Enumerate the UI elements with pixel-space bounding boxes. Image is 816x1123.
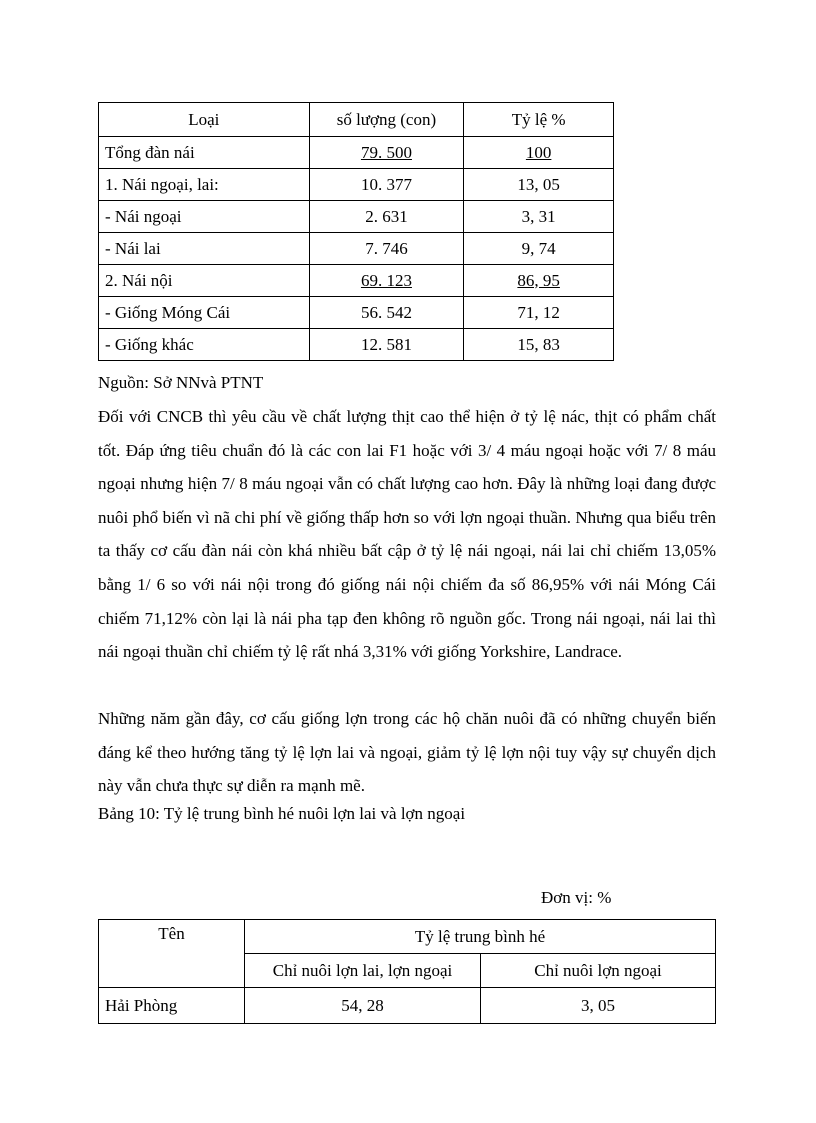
row-percent: 9, 74 [464, 233, 614, 265]
rearing-rate-table [98, 919, 716, 1024]
row-count: 10. 377 [309, 169, 464, 201]
row-percent: 15, 83 [464, 329, 614, 361]
table-row [99, 988, 716, 1024]
row-label: - Giống Móng Cái [99, 297, 310, 329]
header-count: số lượng (con) [309, 103, 464, 137]
subheader-crossbred-foreign: Chỉ nuôi lợn lai, lợn ngoại [245, 954, 481, 988]
table-row [99, 201, 614, 233]
body-paragraph-1: Đối với CNCB thì yêu cầu về chất lượng thịt cao thể hiện ở tỷ lệ nác, thịt có phẩm chất tốt. Đáp ứng tiêu chuẩn đó là các con lai F1 hoặc với 3/ 4 máu ngoại hoặc với 7/ 8 máu ngoại nhưng hiện 7/ 8 máu ngoại vẫn có chất lượng cao hơn. Đây là những loại đang được nuôi phổ biến vì nã chi phí về giống thấp hơn so với lợn ngoại thuần. Nhưng qua biểu trên ta thấy cơ cấu đàn nái còn khá nhiều bất cập ở tỷ lệ nái ngoại, nái lai chỉ chiếm 13,05% bằng 1/ 6 so với nái nội trong đó giống nái nội chiếm đa số 86,95% với nái Móng Cái chiếm 71,12% còn lại là nái pha tạp đen không rõ nguồn gốc. Trong nái ngoại, nái lai thì nái ngoại thuần chỉ chiếm tỷ lệ rất nhá 3,31% với giống Yorkshire, Landrace. [98, 407, 716, 662]
row-count: 79. 500 [360, 142, 412, 162]
header-type: Loại [99, 103, 310, 137]
table-header-row [99, 103, 614, 137]
row-count: 12. 581 [309, 329, 464, 361]
row-count: 69. 123 [360, 270, 412, 290]
row-value-2: 3, 05 [481, 988, 716, 1024]
row-label: 2. Nái nội [99, 265, 310, 297]
row-count: 2. 631 [309, 201, 464, 233]
row-label: - Giống khác [99, 329, 310, 361]
header-percent: Tỷ lệ % [464, 103, 614, 137]
row-value-1: 54, 28 [245, 988, 481, 1024]
row-label: - Nái ngoại [99, 201, 310, 233]
table-row [99, 329, 614, 361]
row-percent: 71, 12 [464, 297, 614, 329]
table-header-row [99, 920, 716, 954]
table-row [99, 169, 614, 201]
row-percent: 3, 31 [464, 201, 614, 233]
body-paragraph-2: Những năm gần đây, cơ cấu giống lợn trong các hộ chăn nuôi đã có những chuyển biến đáng kể theo hướng tăng tỷ lệ lợn lai và ngoại, giảm tỷ lệ lợn nội tuy vậy sự chuyển dịch này vẫn chưa thực sự diễn ra mạnh mẽ. [98, 709, 716, 796]
header-name: Tên [99, 920, 245, 988]
row-percent: 100 [525, 142, 552, 162]
row-percent: 86, 95 [517, 270, 560, 290]
table-row [99, 297, 614, 329]
table-source-note: Nguồn: Sở NNvà PTNT [98, 373, 264, 392]
row-label: - Nái lai [99, 233, 310, 265]
table-row [99, 265, 614, 297]
table-caption: Bảng 10: Tỷ lệ trung bình hé nuôi lợn lai và lợn ngoại [98, 804, 466, 823]
subheader-foreign-only: Chỉ nuôi lợn ngoại [481, 954, 716, 988]
table-row [99, 233, 614, 265]
row-label: Tổng đàn nái [99, 137, 310, 169]
row-percent: 13, 05 [464, 169, 614, 201]
row-count: 56. 542 [309, 297, 464, 329]
table-row [99, 137, 614, 169]
row-label: 1. Nái ngoại, lai: [99, 169, 310, 201]
row-name: Hải Phòng [99, 988, 245, 1024]
row-count: 7. 746 [309, 233, 464, 265]
unit-label: Đơn vị: % [541, 888, 612, 907]
header-group: Tỷ lệ trung bình hé [245, 920, 716, 954]
sow-herd-table [98, 102, 614, 361]
